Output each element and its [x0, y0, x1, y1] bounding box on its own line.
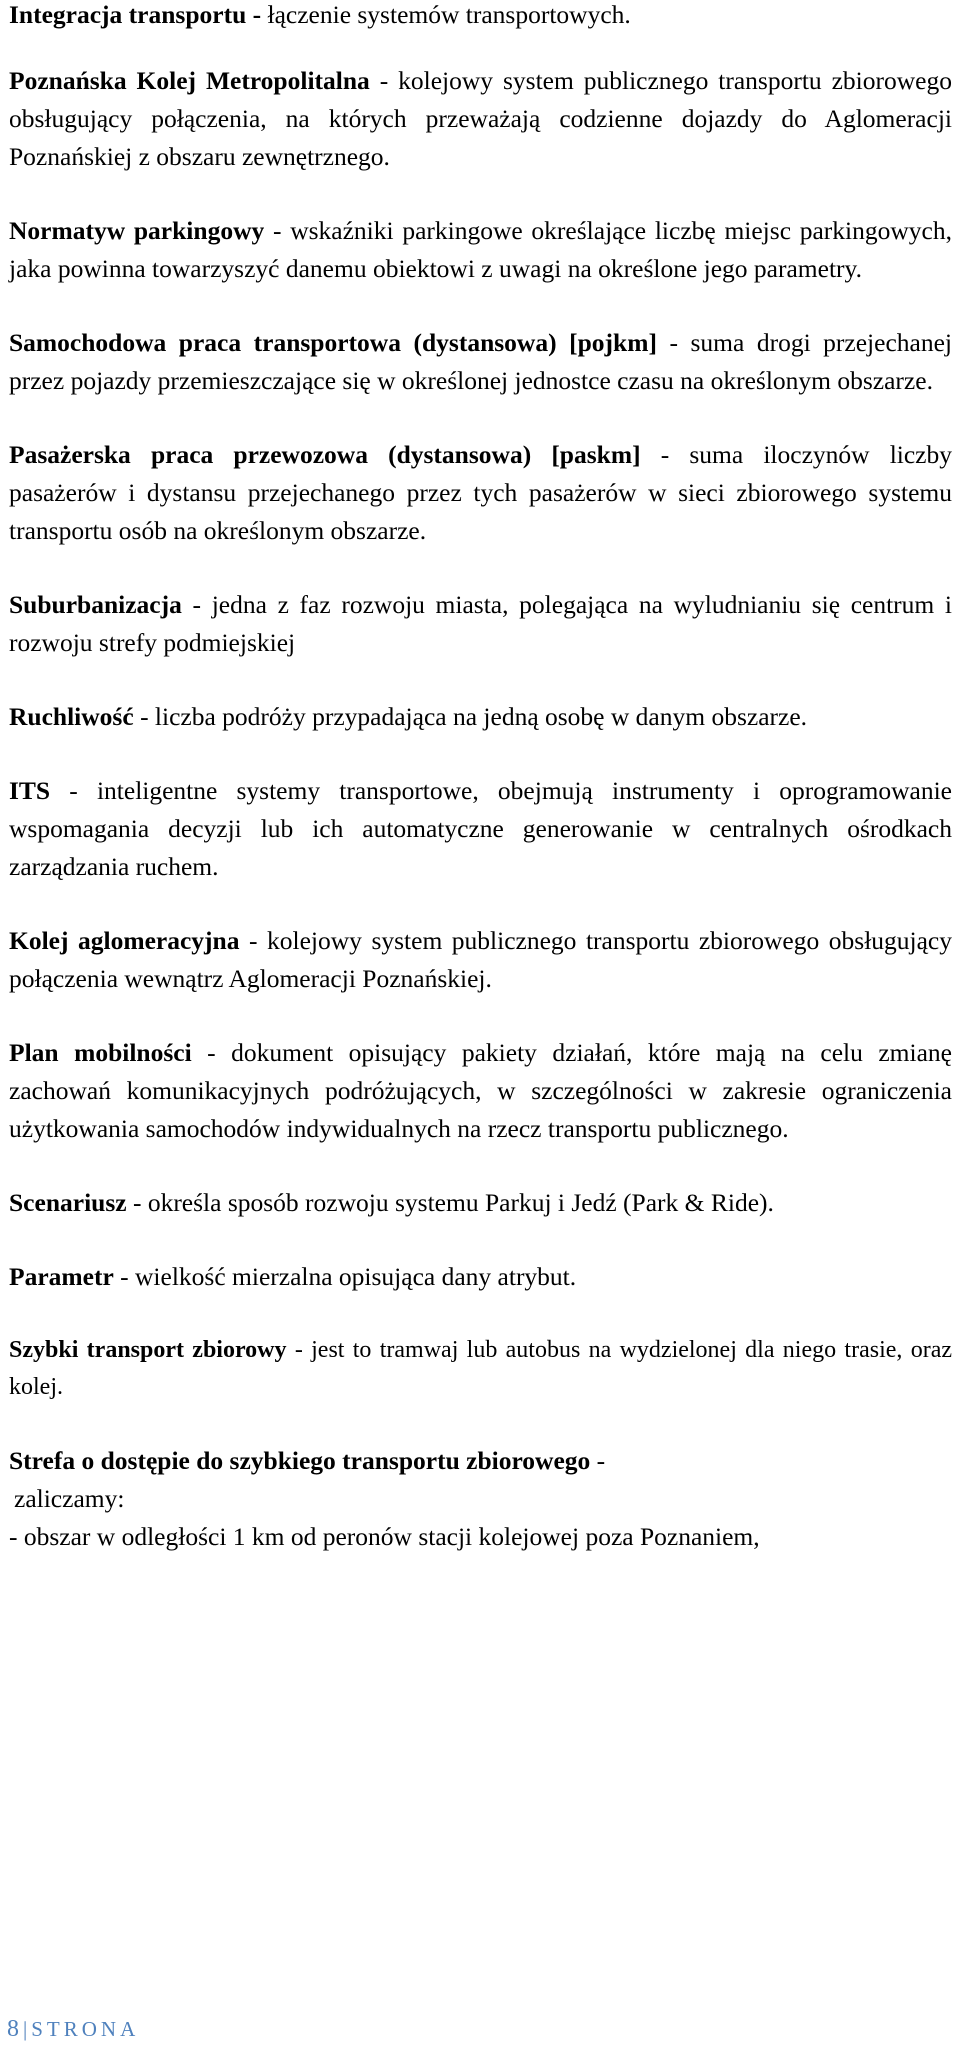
term: Kolej aglomeracyjna	[9, 926, 240, 955]
definition-line-3: - obszar w odległości 1 km od peronów stacji kolejowej poza Poznaniem,	[9, 1522, 760, 1551]
definition-text: - suma drogi przejechanej przez pojazdy przemieszczające się w określonej jednostce czasu na określonym obszarze.	[9, 328, 952, 395]
term: Normatyw parkingowy	[9, 216, 265, 245]
definition-text: - wskaźniki parkingowe określające liczbę miejsc parkingowych, jaka powinna towarzyszyć danemu obiektowi z uwagi na określone jego parametry.	[9, 216, 952, 283]
definition-scenariusz	[9, 1184, 952, 1222]
definition-kolej-aglomeracyjna	[9, 922, 952, 998]
definition-poznanska-kolej-metropolitalna	[9, 62, 952, 176]
definition-suburbanizacja	[9, 586, 952, 662]
definition-strefa-o-dostepie	[9, 1442, 952, 1556]
definition-text: - kolejowy system publicznego transportu zbiorowego obsługujący połączenia wewnątrz Aglomeracji Poznańskiej.	[9, 926, 953, 993]
definition-its	[9, 772, 952, 886]
definition-text: - jedna z faz rozwoju miasta, polegająca na wyludnianiu się centrum i rozwoju strefy podmiejskiej	[9, 590, 952, 657]
definition-text: łączenie systemów transportowych.	[261, 0, 631, 29]
definition-text: -	[590, 1446, 606, 1475]
term: Poznańska Kolej Metropolitalna	[9, 66, 370, 95]
term: Suburbanizacja	[9, 590, 182, 619]
definition-normatyw-parkingowy	[9, 212, 952, 288]
footer-separator: |	[23, 2017, 28, 2041]
definition-plan-mobilnosci	[9, 1034, 952, 1148]
definition-text: - wielkość mierzalna opisująca dany atrybut.	[113, 1262, 577, 1291]
term: Szybki transport zbiorowy	[9, 1337, 287, 1363]
definition-line-1	[9, 1442, 952, 1480]
term: Pasażerska praca przewozowa (dystansowa) [paskm]	[9, 440, 641, 469]
term: ITS	[9, 776, 51, 805]
document-page	[9, 0, 952, 1556]
definition-text: - suma iloczynów liczby pasażerów i dystansu przejechanego przez tych pasażerów w sieci zbiorowego systemu transportu osób na określonym obszarze.	[9, 440, 952, 545]
definition-text: - liczba podróży przypadająca na jedną osobę w danym obszarze.	[133, 702, 808, 731]
definition-text: - jest to tramwaj lub autobus na wydzielonej dla niego trasie, oraz kolej.	[9, 1337, 953, 1400]
definition-text: - dokument opisujący pakiety działań, które mają na celu zmianę zachowań komunikacyjnych podróżujących, w szczególności w zakresie ograniczenia użytkowania samochodów indywidualnych na rzecz transportu publicznego.	[9, 1038, 952, 1143]
term: Scenariusz	[9, 1188, 127, 1217]
footer-label: STRONA	[31, 2017, 140, 2041]
definition-ruchliwosc	[9, 698, 952, 736]
term: Plan mobilności	[9, 1038, 192, 1067]
term: Ruchliwość	[9, 702, 134, 731]
term: Parametr	[9, 1262, 114, 1291]
term: Strefa o dostępie do szybkiego transportu zbiorowego	[9, 1446, 591, 1475]
definition-text: - określa sposób rozwoju systemu Parkuj i Jedź (Park & Ride).	[126, 1188, 774, 1217]
definition-line-2: zaliczamy:	[14, 1484, 125, 1513]
page-number: 8	[7, 2016, 19, 2042]
page-footer	[7, 2016, 139, 2043]
definition-integracja-transportu	[9, 0, 952, 34]
definition-parametr	[9, 1258, 952, 1296]
term: Integracja transportu -	[9, 0, 262, 29]
term: Samochodowa praca transportowa (dystansowa) [pojkm]	[9, 328, 657, 357]
definition-text: - inteligentne systemy transportowe, obejmują instrumenty i oprogramowanie wspomagania decyzji lub ich automatyczne generowanie w centralnych ośrodkach zarządzania ruchem.	[9, 776, 952, 881]
definition-text: - kolejowy system publicznego transportu zbiorowego obsługujący połączenia, na których przeważają codzienne dojazdy do Aglomeracji Poznańskiej z obszaru zewnętrznego.	[9, 66, 952, 171]
definition-szybki-transport-zbiorowy	[9, 1332, 952, 1406]
definition-samochodowa-praca-transportowa	[9, 324, 952, 400]
definition-pasazerska-praca-przewozowa	[9, 436, 952, 550]
